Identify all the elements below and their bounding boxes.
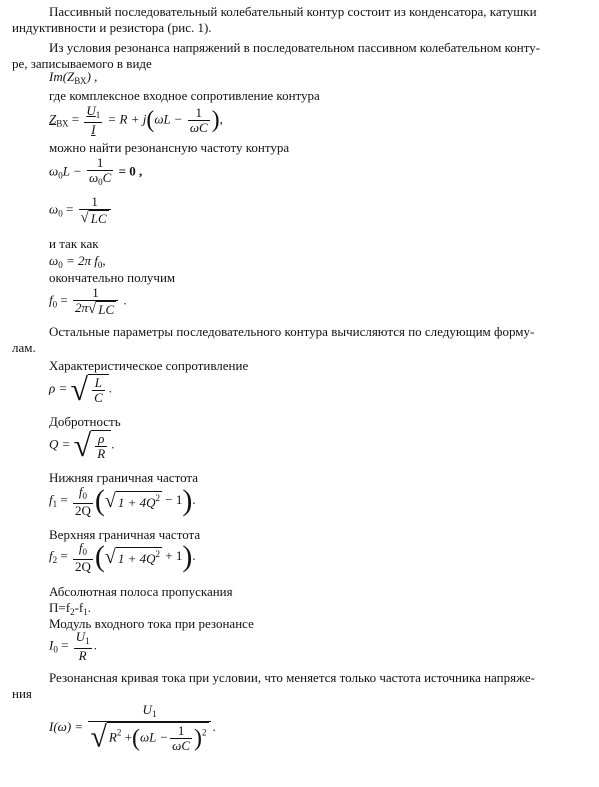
formula-text: -f (74, 600, 84, 615)
formula-f0 (49, 286, 127, 317)
formula-resonance-condition (49, 156, 142, 189)
formula-f2 (49, 540, 196, 574)
fraction-denominator: R (78, 648, 87, 663)
fraction-denominator (87, 171, 113, 189)
radicand (116, 547, 162, 567)
paragraph-line: Из условия резонанса напряжений в последовательном пассивном колебательном конту- (49, 40, 541, 55)
formula-text: = (60, 547, 68, 563)
formula-subscript: ВХ (56, 118, 69, 129)
formula-text: ) , (86, 69, 98, 84)
formula-subscript: 0 (98, 177, 103, 187)
formula-text: = (65, 201, 74, 217)
paren-open: ( (131, 725, 140, 752)
fraction (92, 376, 105, 405)
formula-text: Im(Z (49, 69, 75, 84)
formula-rho (49, 371, 112, 408)
fraction-numerator: 1 (73, 286, 118, 301)
radical-sign: √ (80, 210, 89, 227)
formula-text: ρ = (49, 380, 68, 396)
paragraph-line: Характеристическое сопротивление (49, 358, 249, 373)
formula-text: = (60, 292, 68, 308)
fraction-numerator: 1 (188, 106, 210, 121)
fraction-numerator: 1 (79, 195, 111, 210)
formula-omega0 (49, 195, 113, 226)
radicand (107, 722, 209, 753)
fraction-numerator: 1 (170, 724, 192, 739)
paragraph-line: окончательно получим (49, 270, 176, 285)
radicand (88, 374, 109, 405)
formula-text: . (111, 436, 115, 452)
formula-text: f (49, 491, 53, 507)
fraction-denominator: C (94, 390, 103, 405)
formula-text: . (93, 637, 97, 653)
formula-text: + 1 (165, 547, 183, 563)
formula-text: f (78, 539, 83, 555)
formula-text: L − (62, 163, 82, 179)
formula-text: R (108, 729, 117, 745)
paragraph-line: Пассивный последовательный колебательный контур состоит из конденсатора, катушки (49, 4, 537, 19)
formula-text: 2π (74, 300, 88, 315)
formula-text: = (61, 637, 69, 653)
fraction (87, 156, 113, 189)
radical-sign: √ (90, 720, 107, 754)
paragraph-line: индуктивности и резистора (рис. 1). (12, 20, 212, 35)
formula-text: Z (49, 111, 57, 127)
sqrt (105, 546, 162, 569)
formula-text: = (71, 111, 80, 127)
sqrt (88, 301, 116, 317)
fraction-numerator (73, 485, 93, 504)
formula-text: 1 + 4Q (117, 495, 156, 510)
formula-text: + (124, 729, 132, 745)
formula-text: − 1 (165, 491, 183, 507)
formula-subscript: 1 (151, 709, 157, 719)
radical-sign: √ (70, 371, 89, 407)
formula-f1 (49, 484, 196, 518)
formula-subscript: 0 (58, 260, 63, 270)
formula-subscript: ВХ (74, 76, 87, 86)
formula-text: = 0 , (118, 163, 143, 179)
formula-text: ω (49, 201, 59, 217)
formula-superscript: 2 (155, 549, 161, 559)
fraction (79, 195, 111, 226)
radical-sign: √ (104, 489, 116, 512)
formula-text: ωL − (139, 729, 169, 745)
fraction-denominator (79, 210, 111, 226)
formula-text: . (123, 292, 127, 308)
formula-text: = R + j (107, 111, 147, 127)
paren-open: ( (94, 484, 105, 517)
formula-text: U (75, 629, 86, 644)
radical-sign: √ (104, 545, 116, 568)
formula-text: ω (49, 253, 59, 268)
paragraph-line: Нижняя граничная частота (49, 470, 199, 485)
formula-resonance-curve (49, 703, 216, 753)
formula-text: 1 + 4Q (117, 551, 156, 566)
radicand: LC (98, 302, 115, 318)
radical-sign: √ (87, 301, 97, 318)
paragraph-line: Верхняя граничная частота (49, 527, 201, 542)
formula-subscript: 0 (52, 299, 58, 310)
paragraph-line: где комплексное входное сопротивление контура (49, 88, 320, 103)
fraction (170, 724, 192, 753)
fraction-numerator (88, 703, 210, 722)
radical-sign: √ (73, 427, 92, 463)
formula-text: . (108, 380, 112, 396)
paragraph-line: и так как (49, 236, 99, 251)
paragraph-line: ре, записываемого в виде (12, 56, 152, 71)
paren-close: ) (211, 107, 220, 133)
formula-subscript: 0 (82, 546, 87, 557)
paren-open: ( (146, 107, 155, 133)
formula-text: f (78, 483, 83, 499)
formula-omega0-f0 (49, 253, 106, 270)
formula-text: . (192, 491, 196, 507)
paragraph-line: Остальные параметры последовательного контура вычисляются по следующим форму- (49, 324, 535, 339)
formula-subscript: 2 (52, 554, 58, 565)
paren-close: ) (182, 540, 193, 573)
radicand (116, 491, 162, 511)
radicand: LC (90, 211, 107, 227)
paragraph-line: Абсолютная полоса пропускания (49, 584, 233, 599)
fraction (74, 630, 92, 663)
formula-subscript: 0 (97, 260, 103, 270)
formula-text: , (102, 253, 106, 268)
formula-text: . (87, 600, 91, 615)
formula-text: = (60, 491, 68, 507)
sqrt (73, 427, 115, 464)
formula-text: I (49, 637, 54, 653)
formula-text: f (49, 547, 53, 563)
formula-subscript: 1 (95, 110, 101, 120)
formula-text: ω (49, 163, 59, 179)
formula-subscript: 1 (83, 607, 88, 617)
formula-text: П=f (49, 600, 71, 615)
paragraph-line: лам. (12, 340, 36, 355)
paren-close: ) (182, 484, 193, 517)
fraction-numerator (74, 630, 92, 649)
fraction-denominator (88, 722, 210, 753)
sqrt (90, 722, 208, 753)
formula-im-z (49, 69, 97, 86)
formula-text: = 2π f (65, 253, 98, 268)
fraction (88, 703, 210, 753)
formula-subscript: 1 (85, 636, 90, 646)
formula-impedance (49, 104, 223, 137)
formula-superscript: 2 (202, 727, 207, 738)
fraction-numerator: 1 (87, 156, 113, 171)
paragraph-line: Модуль входного тока при резонансе (49, 616, 254, 631)
formula-text: I(ω) = (49, 718, 84, 734)
paragraph-line: ния (12, 686, 32, 701)
fraction (73, 541, 93, 574)
formula-q (49, 427, 114, 464)
formula-text: C (102, 170, 112, 185)
formula-subscript: 0 (53, 644, 58, 655)
formula-text: . (212, 718, 216, 734)
fraction-numerator: L (92, 376, 105, 391)
paren-close: ) (194, 725, 203, 752)
fraction (73, 485, 93, 518)
paragraph-line: Добротность (49, 414, 121, 429)
formula-subscript: 0 (58, 170, 63, 181)
formula-text: ω (88, 170, 99, 185)
formula-subscript: 1 (52, 498, 58, 509)
formula-superscript: 2 (155, 493, 161, 503)
paragraph-line: Резонансная кривая тока при условии, что меняется только частота источника напряже- (49, 670, 535, 685)
fraction-numerator (73, 541, 93, 560)
fraction-denominator: 2Q (74, 502, 91, 518)
formula-i0 (49, 630, 97, 663)
fraction-denominator: ωC (189, 120, 208, 135)
formula-text: ωL − (154, 111, 183, 127)
fraction-denominator: ωC (172, 738, 191, 753)
formula-text: f (49, 292, 53, 308)
formula-subscript: 2 (70, 607, 75, 617)
formula-text: Q = (49, 436, 71, 452)
fraction (95, 432, 107, 461)
fraction-numerator: ρ (95, 432, 107, 447)
fraction-denominator: R (97, 446, 106, 461)
fraction (73, 286, 118, 317)
formula-text: . (192, 547, 196, 563)
fraction-denominator: I (91, 122, 96, 137)
formula-text: U (86, 103, 96, 118)
sqrt (71, 371, 109, 408)
fraction-denominator: 2Q (74, 558, 91, 574)
fraction-denominator (73, 301, 118, 317)
sqrt (105, 490, 162, 513)
fraction (188, 106, 210, 135)
radicand (91, 430, 111, 461)
formula-text: U (142, 702, 152, 717)
formula-subscript: 0 (82, 490, 87, 501)
fraction (84, 104, 102, 137)
paragraph-line: можно найти резонансную частоту контура (49, 140, 290, 155)
formula-text: , (219, 111, 223, 127)
formula-superscript: 2 (116, 727, 122, 738)
fraction-numerator (84, 104, 102, 123)
paren-open: ( (94, 540, 105, 573)
sqrt (81, 210, 109, 226)
formula-subscript: 0 (58, 208, 63, 219)
